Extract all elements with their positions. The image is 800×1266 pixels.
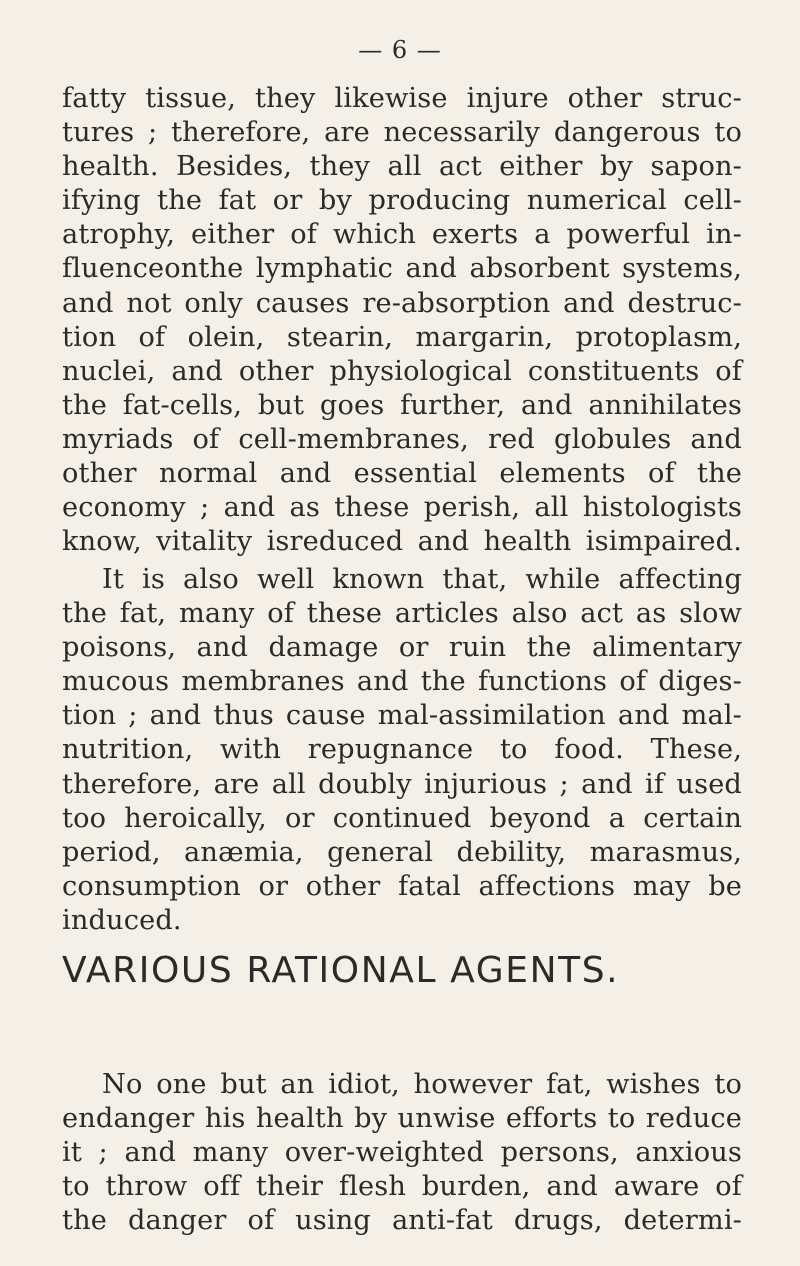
text-line: atrophy, either of which exerts a powerful in- bbox=[62, 219, 742, 251]
text-line: too heroically, or continued beyond a certain bbox=[62, 802, 742, 834]
section-heading: VARIOUS RATIONAL AGENTS. bbox=[62, 950, 620, 991]
text-line: fatty tissue, they likewise injure other struc- bbox=[62, 83, 742, 114]
text-line: endanger his health by unwise efforts to reduce bbox=[62, 1103, 742, 1135]
text-line: and not only causes re-absorption and destruc- bbox=[62, 287, 742, 319]
text-line: therefore, are all doubly injurious ; and if used bbox=[62, 768, 742, 800]
text-line: induced. bbox=[62, 904, 182, 936]
text-line: nutrition, with repugnance to food. These, bbox=[62, 734, 742, 766]
page-number: — 6 — bbox=[358, 36, 442, 64]
paragraph-1 bbox=[62, 82, 742, 559]
text-line: the fat, many of these articles also act as slow bbox=[62, 598, 742, 630]
text-line: other normal and essential elements of the bbox=[62, 458, 742, 490]
paragraph-3 bbox=[62, 1068, 742, 1238]
text-line: myriads of cell-membranes, red globules and bbox=[62, 423, 742, 455]
text-line: health. Besides, they all act either by sapon- bbox=[62, 151, 742, 183]
text-line: poisons, and damage or ruin the alimentary bbox=[62, 632, 742, 664]
text-line: nuclei, and other physiological constituents of bbox=[62, 355, 742, 387]
text-line: No one but an idiot, however fat, wishes to bbox=[102, 1069, 742, 1100]
text-line: the danger of using anti-fat drugs, determi- bbox=[62, 1205, 742, 1237]
text-line: the fat-cells, but goes further, and annihilates bbox=[62, 389, 742, 421]
text-line: ifying the fat or by producing numerical cell- bbox=[62, 185, 742, 217]
text-line: to throw off their flesh burden, and aware of bbox=[62, 1171, 742, 1203]
text-line: consumption or other fatal affections may be bbox=[62, 870, 742, 902]
text-line: period, anæmia, general debility, marasmus, bbox=[62, 836, 742, 868]
text-line: know, vitality isreduced and health isimpaired. bbox=[62, 526, 742, 558]
text-line: tion ; and thus cause mal-assimilation and mal- bbox=[62, 700, 742, 732]
text-line: tion of olein, stearin, margarin, protoplasm, bbox=[62, 321, 742, 353]
text-line: It is also well known that, while affecting bbox=[102, 564, 742, 595]
text-line: economy ; and as these perish, all histologists bbox=[62, 492, 742, 524]
text-line: tures ; therefore, are necessarily dangerous to bbox=[62, 117, 742, 149]
paragraph-2 bbox=[62, 563, 742, 938]
text-line: mucous membranes and the functions of diges- bbox=[62, 666, 742, 698]
text-line: it ; and many over-weighted persons, anxious bbox=[62, 1137, 742, 1169]
text-line: fluenceonthe lymphatic and absorbent systems, bbox=[62, 253, 742, 285]
